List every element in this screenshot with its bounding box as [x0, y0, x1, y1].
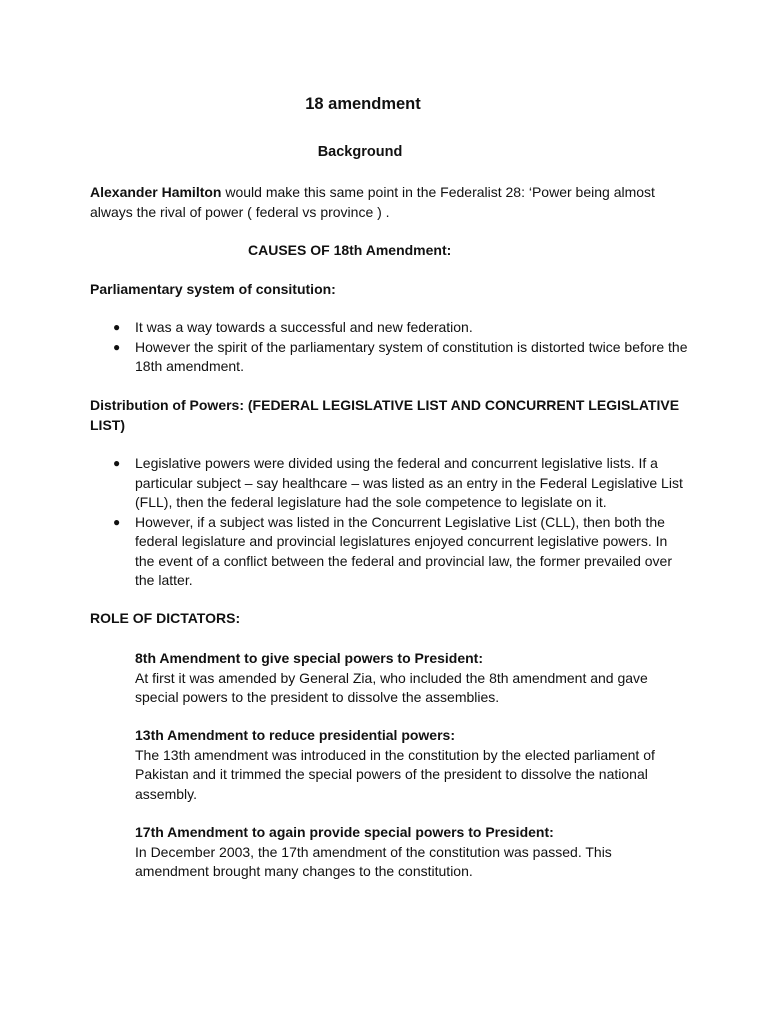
amendment-text: The 13th amendment was introduced in the constitution by the elected parliament of Pakistan and it trimmed the special powers of the president to dissolve the national assembly. — [135, 746, 655, 802]
list-item — [90, 513, 690, 591]
role-heading: ROLE OF DICTATORS: — [90, 610, 241, 626]
list-item — [90, 338, 690, 377]
page-title: 18 amendment — [305, 95, 421, 113]
parliamentary-list — [90, 318, 690, 377]
amendment-heading: 17th Amendment to again provide special powers to President: — [135, 824, 554, 840]
list-item — [90, 318, 690, 338]
distribution-list — [90, 454, 690, 591]
bullet-icon: ● — [113, 320, 121, 334]
bullet-icon: ● — [113, 339, 121, 354]
amendment-13-section — [135, 726, 665, 804]
distribution-heading: Distribution of Powers: (FEDERAL LEGISLATIVE LIST AND CONCURRENT LEGISLATIVE LIST) — [90, 397, 680, 433]
intro-paragraph — [90, 183, 690, 222]
intro-text: would make this same point in the Federalist 28: ‘Power being almost always the rival of power ( federal vs province ) . — [90, 184, 655, 220]
list-item-text: However the spirit of the parliamentary system of constitution is distorted twice before the 18th amendment. — [135, 338, 688, 374]
amendment-heading: 13th Amendment to reduce presidential powers: — [135, 727, 455, 743]
list-item-text: It was a way towards a successful and new federation. — [135, 319, 473, 335]
list-item-text: However, if a subject was listed in the Concurrent Legislative List (CLL), then both the federal legislature and provincial legislatures enjoyed concurrent legislative powers. In the event of a conflict between the federal and provincial law, the former prevailed over the latter. — [135, 513, 672, 588]
parliamentary-heading: Parliamentary system of consitution: — [90, 281, 336, 297]
causes-heading: CAUSES OF 18th Amendment: — [248, 242, 452, 258]
amendment-17-section — [135, 823, 665, 882]
bullet-icon: ● — [113, 514, 121, 529]
bullet-icon: ● — [113, 456, 121, 470]
section-subtitle: Background — [317, 144, 403, 160]
amendment-text: In December 2003, the 17th amendment of the constitution was passed. This amendment brought many changes to the constitution. — [135, 843, 612, 879]
list-item-text: Legislative powers were divided using the federal and concurrent legislative lists. If a particular subject – say healthcare – was listed as an entry in the Federal Legislative List (FLL), then the federal legislature had the sole competence to legislate on it. — [135, 455, 683, 510]
amendment-heading: 8th Amendment to give special powers to President: — [135, 650, 483, 666]
amendment-text: At first it was amended by General Zia, who included the 8th amendment and gave special powers to the president to dissolve the assemblies. — [135, 669, 648, 705]
list-item — [90, 454, 690, 513]
intro-author: Alexander Hamilton — [90, 184, 222, 200]
amendment-8-section — [135, 649, 665, 708]
